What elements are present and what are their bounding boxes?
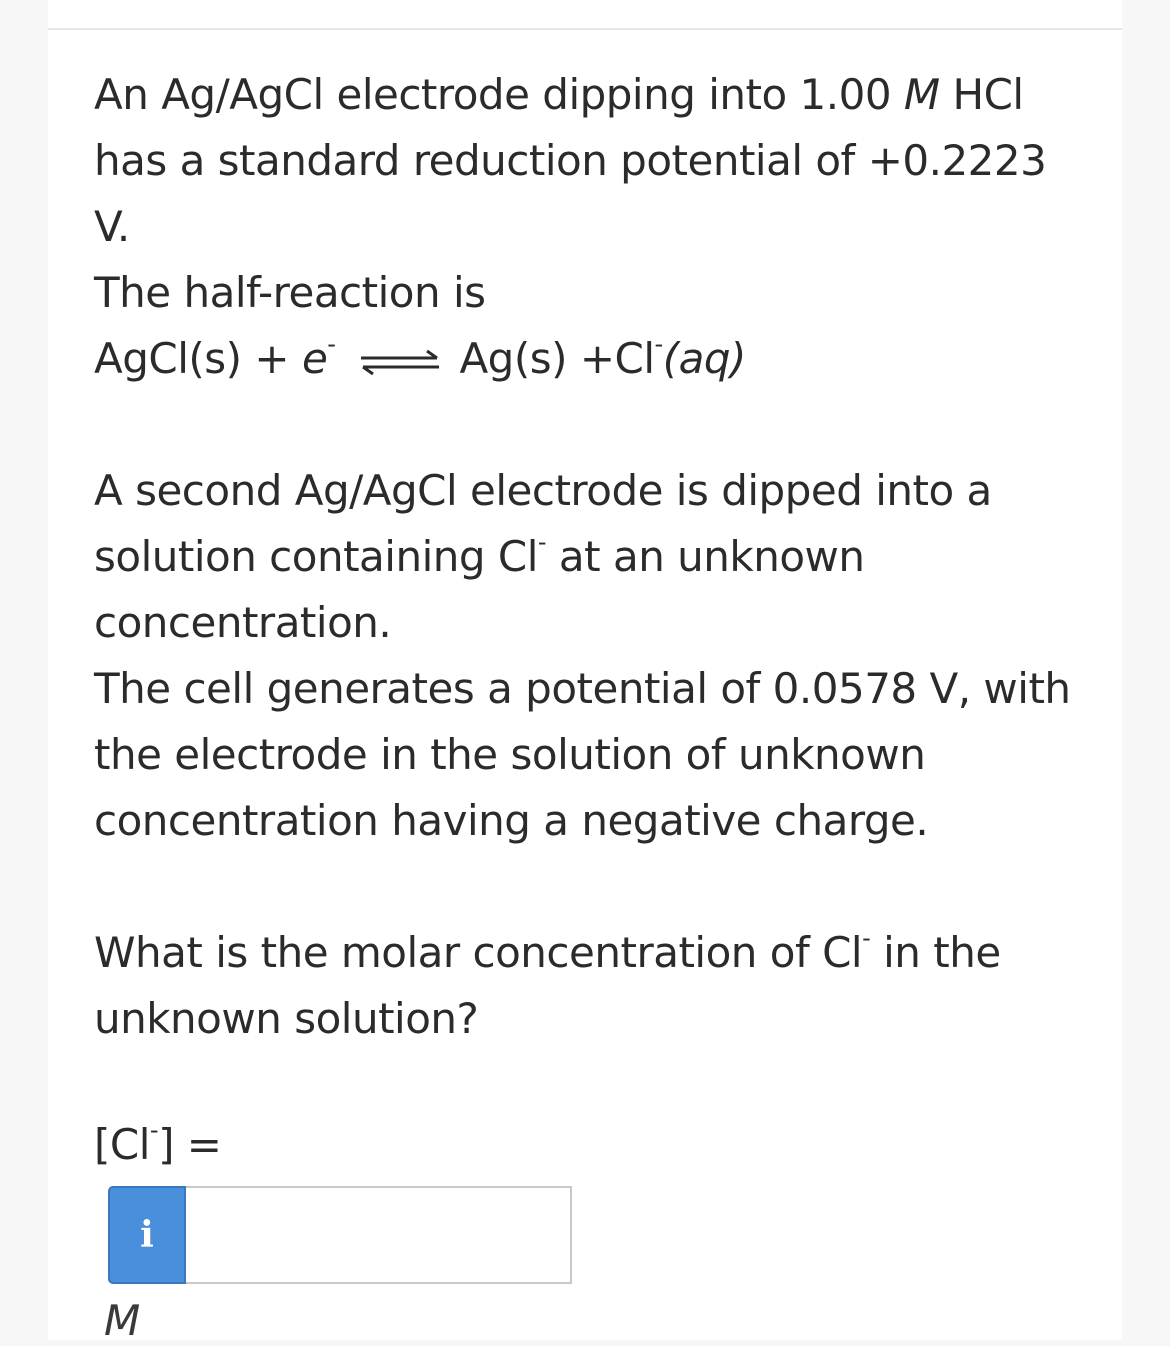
answer-label-end: ] = <box>158 1120 222 1169</box>
top-divider <box>48 28 1122 30</box>
half-reaction-equation <box>94 326 1084 392</box>
para2-line2-end: at an unknown <box>546 532 865 581</box>
molarity-unit: M <box>903 70 940 119</box>
electron-charge: - <box>327 330 336 358</box>
question-text <box>94 62 1084 1052</box>
spacer <box>94 854 1084 920</box>
para2-line2 <box>94 524 1084 590</box>
para2-line2-text: solution containing Cl <box>94 532 538 581</box>
prompt-line2: unknown solution? <box>94 994 479 1043</box>
info-button[interactable] <box>108 1186 186 1284</box>
para3-line1: The cell generates a potential of 0.0578 V, with <box>94 664 1071 713</box>
answer-input[interactable] <box>186 1186 572 1284</box>
chloride-charge: - <box>862 924 871 952</box>
reaction-products: Ag(s) +Cl <box>459 334 655 383</box>
equilibrium-arrows-icon <box>357 347 443 377</box>
chloride-charge: - <box>537 528 547 556</box>
para2-line1: A second Ag/AgCl electrode is dipped into a <box>94 466 992 515</box>
prompt-line1-text: What is the molar concentration of Cl <box>94 928 863 977</box>
para1-line2: has a standard reduction potential of +0.2223 <box>94 136 1047 185</box>
answer-label-text: [Cl <box>94 1120 150 1169</box>
para1-line1-end: HCl <box>939 70 1024 119</box>
answer-row <box>108 1186 572 1284</box>
chloride-charge: - <box>149 1116 159 1144</box>
prompt-line1-end: in the <box>870 928 1001 977</box>
para2-line3: concentration. <box>94 598 392 647</box>
half-reaction-intro: The half-reaction is <box>94 268 486 317</box>
para1-line1-text: An Ag/AgCl electrode dipping into 1.00 <box>94 70 904 119</box>
prompt-line1 <box>94 920 1084 986</box>
aqueous-state: (aq) <box>662 334 746 383</box>
spacer <box>94 392 1084 458</box>
para1-line3: V. <box>94 202 130 251</box>
para1-line1 <box>94 62 1084 128</box>
para3-line3: concentration having a negative charge. <box>94 796 929 845</box>
reaction-electron: e <box>301 334 328 383</box>
info-icon: i <box>140 1214 154 1256</box>
chloride-charge: - <box>654 330 663 358</box>
para3-line2: the electrode in the solution of unknown <box>94 730 926 779</box>
reaction-reactants: AgCl(s) + <box>94 334 302 383</box>
answer-label <box>94 1116 222 1170</box>
answer-unit: M <box>104 1296 141 1345</box>
